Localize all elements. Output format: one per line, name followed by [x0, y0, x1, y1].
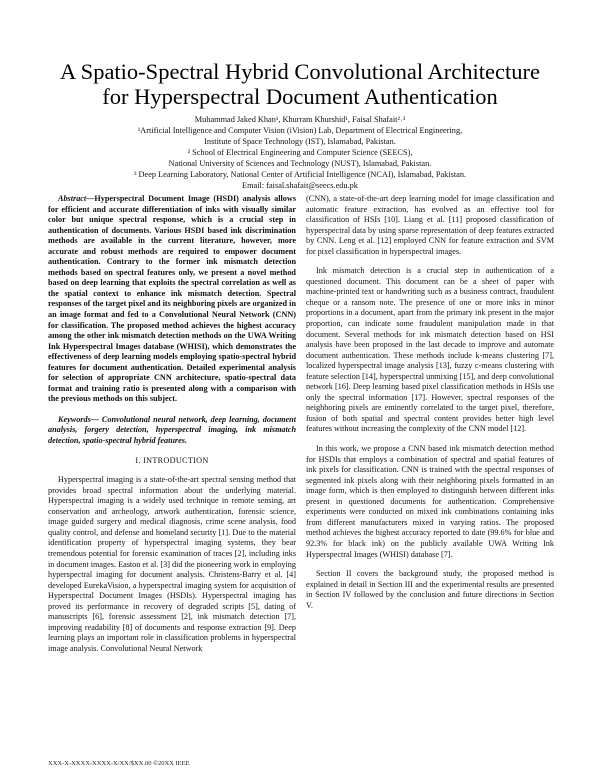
left-column — [48, 194, 296, 654]
author-email: Email: faisal.shafait@seecs.edu.pk — [242, 181, 358, 190]
title-line-2: for Hyperspectral Document Authentication — [102, 83, 498, 109]
right-paragraph-2: Ink mismatch detection is a crucial step in authentication of a questioned document. This document can be a sheet of paper with machine-printed text or handwriting such as a business contract, fraudulent cheque or a ransom note. The presence of one or more inks in minor proportions in a document, apart from the primary ink present in the major proportion, can indicate some fraudulent manipulation made in that document. Several methods for ink mismatch detection based on HSI analysis have been proposed in the last decade to improve and automate document authentication. These methods include k-means clustering [7], localized hyperspectral image analysis [13], fuzzy c-means clustering with feature selection [14], hyperspectral unmixing [15], and deep convolutional network [16]. Deep learning based pixel classification methods in HSIs use only the spectral information [17]. However, spectral responses of the neighboring pixels are eminently correlated to the target pixel, therefore, fusion of both spatial and spectral content provides better high level features without increasing the complexity of the CNN model [12]. — [306, 266, 554, 434]
intro-paragraph-1: Hyperspectral imaging is a state-of-the-art spectral sensing method that provides broad spectral information about the underlying material. Hyperspectral imaging is a widely used technique in remote sensing, art conservation and archeology, artwork authentication, forensic science, image guided surgery and medical diagnosis, crime scene analysis, food quality control, and defense and homeland security [1]. Due to the material identification property of hyperspectral imaging systems, they bear tremendous potential for forensic examination of traces [2], including inks in document images. Easton et al. [3] did the pioneering work in employing hyperspectral imaging for document analysis. Christens-Barry et al. [4] developed EurekaVision, a hyperspectral imaging system for acquisition of Hyperspectral Document Images (HSDIs). Hyperspectral imaging has proved its performance in recovery of degraded scripts [5], dating of manuscripts [6], forensic assessment [2], ink mismatch detection [7], improving readability [8] of documents and response extraction [9]. Deep learning plays an important role in classification problems in hyperspectral image analysis. Convolutional Neural Network — [48, 475, 296, 653]
title-line-1: A Spatio-Spectral Hybrid Convolutional Architecture — [60, 59, 540, 84]
right-column — [306, 194, 554, 611]
affiliation-2: ² School of Electrical Engineering and Computer Science (SEECS), — [187, 148, 413, 157]
abstract-text: —Hyperspectral Document Image (HSDI) analysis allows for efficient and accurate differentiation of inks with visually similar color but unique spectral response, which is a crucial step in authentication of documents. Various HSDI based ink discrimination methods are available in the current literature, however, more accurate and robust methods are required to empower document authentication. Contrary to the former ink mismatch detection methods based on spectral features only, we present a novel method based on deep learning that exploits the spectral correlation as well as the spatial context to enhance ink mismatch detection. Spectral responses of the target pixel and its neighboring pixels are organized in an image format and fed to a Convolutional Neural Network (CNN) for classification. The proposed method achieves the highest accuracy among the other ink mismatch detection methods on the UWA Writing Ink Hyperspectral Images database (WHISI), which demonstrates the effectiveness of deep learning models employing spatio-spectral hybrid features for document authentication. Detailed experimental analysis for selection of appropriate CNN architecture, spatio-spectral data format and training ratio is presented along with a comparison with the previous methods on this subject. — [48, 194, 296, 404]
affiliation-1: ¹Artificial Intelligence and Computer Vision (iVision) Lab, Department of Electrical Engineering, — [137, 126, 463, 135]
keywords: Keywords— Convolutional neural network, deep learning, document analysis, forgery detection, hyperspectral imaging, ink mismatch detection, spatio-spectral hybrid features. — [48, 414, 296, 446]
copyright-footer: XXX-X-XXXX-XXXX-X/XX/$XX.00 ©20XX IEEE — [48, 760, 190, 767]
affiliation-2-cont: National University of Sciences and Technology (NUST), Islamabad, Pakistan. — [168, 159, 432, 168]
author-block — [60, 114, 540, 191]
abstract — [48, 194, 296, 405]
section-heading-introduction: I. INTRODUCTION — [135, 455, 209, 465]
right-paragraph-3: In this work, we propose a CNN based ink mismatch detection method for HSDIs that employs a combination of spectral and spatial features of ink pixels for classification. CNN is trained with the spectral responses of segmented ink pixels along with their neighboring pixels formatted in an image form, which is then employed to distinguish between different inks present in questioned documents for authentication. Comprehensive experiments were conducted on mixed ink combinations containing inks from different manufacturers mixed in varying ratios. The proposed method achieves the highest accuracy reported to date (99.6% for blue and 92.3% for black ink) on the publicly available UWA Writing Ink Hyperspectral Images (WHISI) database [7]. — [306, 444, 554, 559]
right-paragraph-4: Section II covers the background study, the proposed method is explained in detail in Section III and the experimental results are presented in Section IV followed by the conclusion and future directions in Section V. — [306, 569, 554, 610]
paper-title — [30, 60, 570, 109]
author-names: Muhammad Jaked Khan¹, Khurram Khurshid¹, Faisal Shafait²˒³ — [194, 115, 406, 124]
abstract-label: Abstract — [58, 194, 87, 203]
affiliation-1-cont: Institute of Space Technology (IST), Islamabad, Pakistan. — [204, 137, 396, 146]
affiliation-3: ³ Deep Learning Laboratory, National Center of Artificial Intelligence (NCAI), Islamabad, Pakistan. — [133, 170, 467, 179]
right-paragraph-1: (CNN), a state-of-the-art deep learning model for image classification and automatic feature extraction, has evolved as an effective tool for classification of HSIs [10]. Liang et al. [11] proposed classification of hyperspectral data by using sparse representation of deep features extracted by CNN. Leng et al. [12] employed CNN for feature extraction and SVM for pixel classification in hyperspectral images. — [306, 194, 554, 256]
